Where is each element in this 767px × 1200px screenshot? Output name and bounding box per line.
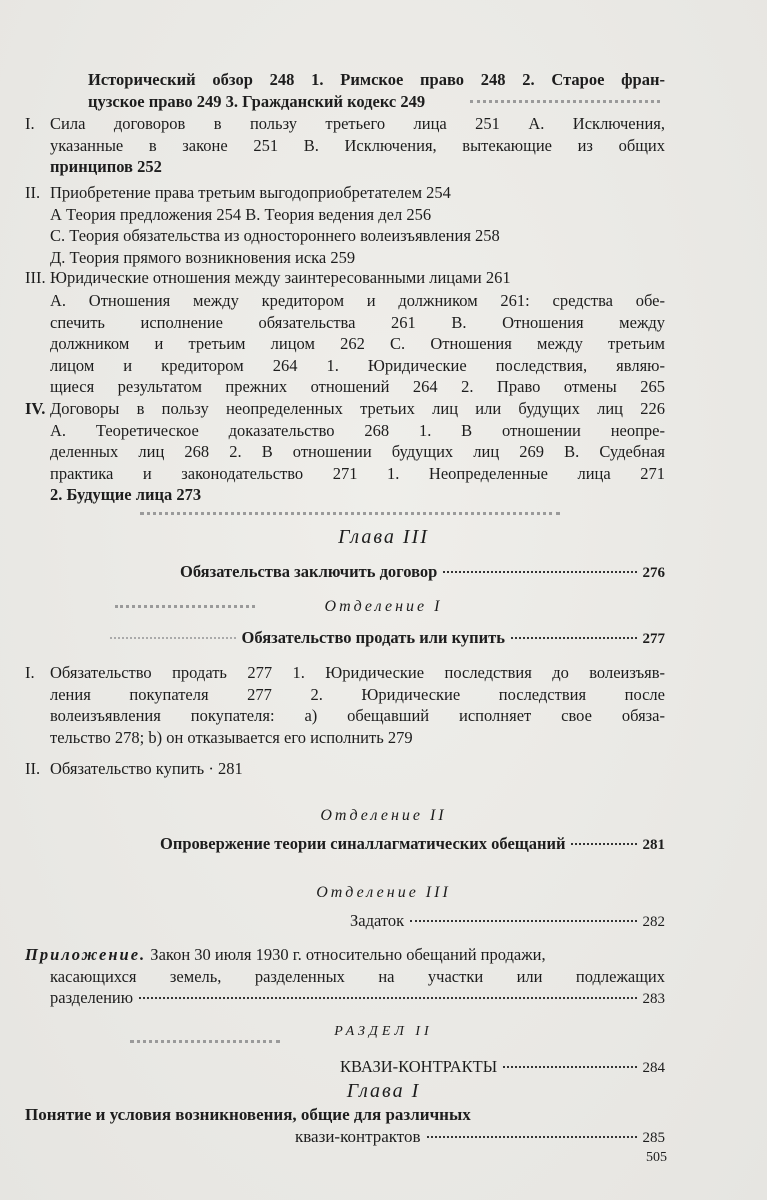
toc-line: ления покупателя 277 2. Юридические последствия после xyxy=(50,684,665,704)
dot-leader xyxy=(139,997,636,999)
toc-entry-chapter3 xyxy=(180,562,665,582)
dot-leader xyxy=(140,512,560,515)
toc-line: разделению xyxy=(50,988,134,1007)
toc-line: Обязательство продать 277 1. Юридические последствия до волеизъяв- xyxy=(50,663,665,682)
toc-entry-dept1 xyxy=(110,628,665,648)
toc-line: Юридические отношения между заинтересованными лицами 261 xyxy=(50,268,511,287)
entry-title: КВАЗИ-КОНТРАКТЫ xyxy=(340,1057,498,1076)
entry-title: Обязательства заключить договор xyxy=(180,562,438,581)
toc-line: 2. Будущие лица 273 xyxy=(50,485,202,504)
toc-line: Понятие и условия возникновения, общие для различных xyxy=(25,1105,471,1124)
department-heading: Отделение II xyxy=(320,807,447,824)
toc-line: Д. Теория прямого возникновения иска 259 xyxy=(50,247,356,267)
page-ref: 276 xyxy=(642,565,665,581)
dot-leader xyxy=(571,843,636,845)
page-ref: 283 xyxy=(642,991,665,1007)
toc-line: Сила договоров в пользу третьего лица 251 А. Исключения, xyxy=(50,114,665,133)
dot-leader xyxy=(110,637,236,639)
dot-leader xyxy=(130,1040,280,1043)
dot-leader xyxy=(427,1136,637,1138)
toc-line: щиеся результатом прежних отношений 264 2. Право отмены 265 xyxy=(50,377,665,396)
toc-line: Обязательство купить · 281 xyxy=(50,759,243,778)
entry-title: Задаток xyxy=(350,911,405,930)
toc-item-sell xyxy=(25,662,665,748)
toc-subsection-a xyxy=(25,290,665,398)
entry-title: Обязательство продать или купить xyxy=(241,628,505,647)
toc-line: указанные в законе 251 В. Исключения, вытекающие из общих xyxy=(50,135,665,155)
toc-line: Закон 30 июля 1930 г. относительно обещаний продажи, xyxy=(150,945,546,964)
toc-entry-part2 xyxy=(340,1057,665,1077)
toc-line: практика и законодательство 271 1. Неопределенные лица 271 xyxy=(50,463,665,483)
toc-line: принципов 252 xyxy=(50,157,162,176)
toc-item-buy xyxy=(25,758,665,780)
page-ref: 284 xyxy=(642,1060,665,1076)
toc-entry-chapter1 xyxy=(25,1104,725,1149)
section-number: III. xyxy=(25,268,46,287)
department-heading: Отделение III xyxy=(316,884,451,901)
toc-line: цузское право 249 3. Гражданский кодекс 249 xyxy=(88,91,426,111)
dot-leader xyxy=(503,1066,636,1068)
entry-title: Опровержение теории синаллагматических обещаний xyxy=(160,834,566,853)
section-number: I. xyxy=(25,114,35,133)
toc-intro xyxy=(25,69,665,112)
dot-leader xyxy=(115,605,255,608)
toc-line: А. Теоретическое доказательство 268 1. В отношении неопре- xyxy=(50,420,665,440)
section-number: IV. xyxy=(25,399,46,418)
toc-line: Договоры в пользу неопределенных третьих лиц или будущих лиц 226 xyxy=(50,399,665,418)
toc-section-2 xyxy=(25,182,665,268)
toc-line: деленных лиц 268 2. В отношении будущих лиц 269 В. Судебная xyxy=(50,442,665,461)
page-ref: 282 xyxy=(642,914,665,930)
section-number xyxy=(25,290,50,398)
chapter-heading: Глава III xyxy=(338,526,429,548)
department-heading: Отделение I xyxy=(324,598,443,615)
toc-entry-dept2 xyxy=(160,834,665,854)
toc-line: Приобретение права третьим выгодоприобретателем 254 xyxy=(50,183,451,202)
dot-leader xyxy=(511,637,637,639)
page-ref: 277 xyxy=(642,631,666,647)
appendix-label: Приложение. xyxy=(25,945,147,964)
dot-leader xyxy=(410,920,636,922)
toc-line: лицом и кредитором 264 1. Юридические последствия, являю- xyxy=(50,355,665,375)
toc-line: касающихся земель, разделенных на участки или подлежащих xyxy=(50,966,665,986)
toc-appendix xyxy=(25,944,665,1011)
toc-line: спечить исполнение обязательства 261 В. Отношения между xyxy=(50,312,665,332)
page-number: 505 xyxy=(646,1150,667,1165)
dot-leader xyxy=(443,571,636,573)
toc-line: А. Отношения между кредитором и должником 261: средства обе- xyxy=(50,291,665,310)
section-number: I. xyxy=(25,663,35,682)
dot-leader xyxy=(470,100,660,103)
toc-section-4 xyxy=(25,398,665,506)
section-number: II. xyxy=(25,759,41,778)
toc-line: С. Теория обязательства из одностороннего волеизъявления 258 xyxy=(50,226,500,245)
toc-line: должником и третьим лицом 262 С. Отношения между третьим xyxy=(50,334,665,353)
part-heading: РАЗДЕЛ II xyxy=(334,1024,433,1039)
toc-line: тельство 278; b) он отказывается его исполнить 279 xyxy=(50,727,413,747)
toc-entry-dept3 xyxy=(350,911,665,931)
section-number: II. xyxy=(25,183,41,202)
toc-section-1 xyxy=(25,113,665,178)
page-ref: 285 xyxy=(642,1129,665,1146)
toc-line: волеизъявления покупателя: а) обещавший исполняет свое обяза- xyxy=(50,706,665,725)
toc-line: Исторический обзор 248 1. Римское право 248 2. Старое фран- xyxy=(88,70,665,89)
page-ref: 281 xyxy=(642,837,665,853)
toc-line: А Теория предложения 254 В. Теория ведения дел 256 xyxy=(50,204,432,224)
chapter-heading: Глава I xyxy=(346,1080,421,1102)
toc-line: квази-контрактов xyxy=(295,1126,421,1146)
toc-section-3 xyxy=(25,267,665,289)
